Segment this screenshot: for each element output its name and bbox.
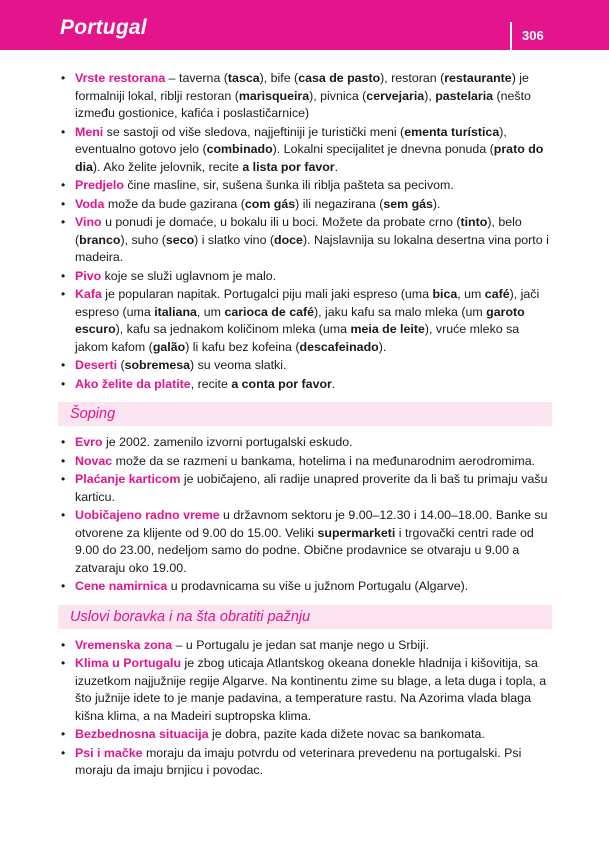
list-item: • Bezbednosna situacija je dobra, pazite kada dižete novac sa bankomata. [60,726,550,744]
list-item: • Novac može da se razmeni u bankama, hotelima i na međunarodnim aerodromima. [60,453,550,471]
section-heading-conditions: Uslovi boravka i na šta obratiti pažnju [58,605,552,629]
list-item: • Plaćanje karticom je uobičajeno, ali radije unapred proverite da li baš tu primaju vašu karticu. [61,472,548,504]
list-item: • Kafa je popularan napitak. Portugalci piju mali jaki espreso (uma bica, um café), jači espreso (uma italiana, um carioca de café), jaku kafu sa malo mleka (um garoto escuro), kafu sa jednakom količinom mleka (uma meia de leite), vruće mleko sa jakom kafom (galão) li kafu bez kofeina (descafeinado). [61,287,540,354]
bullet-icon: • [61,656,66,670]
list-item: • Voda može da bude gazirana (com gás) ili negazirana (sem gás). [60,196,550,214]
bullet-icon: • [61,508,66,522]
bullet-icon: • [61,376,66,391]
bullet-icon: • [61,268,66,283]
conditions-list [60,637,550,780]
list-item: • Uobičajeno radno vreme u državnom sektoru je 9.00–12.30 i 14.00–18.00. Banke su otvorene za klijente od 9.00 do 15.00. Veliki supermarketi i trgovački centri rade od 9.00 do 23.00, nedeljom samo do podne. Obične prodavnice se otvaraju u 9.00 a zatvaraju oko 19.00. [61,508,548,575]
list-item: • Evro je 2002. zamenilo izvorni portugalski eskudo. [60,434,550,452]
bullet-icon: • [61,727,66,741]
page-title: Portugal [60,16,147,39]
page-number: 306 [522,28,544,43]
list-item: • Predjelo čine masline, sir, sušena šunka ili riblja pašteta sa pecivom. [60,177,550,195]
bullet-icon: • [61,215,66,229]
bullet-icon: • [61,745,66,760]
bullet-icon: • [61,358,66,372]
list-item: • Pivo koje se služi uglavnom je malo. [60,268,550,286]
list-item: • Ako želite da platite, recite a conta por favor. [60,376,550,394]
bullet-icon: • [61,196,66,211]
bullet-icon: • [61,71,66,85]
bullet-icon: • [61,124,66,139]
bullet-icon: • [61,287,66,301]
list-item: • Klima u Portugalu je zbog uticaja Atlantskog okeana donekle hladnija i kišovitija, sa izuzetkom najjužnije regije Algarve. Na kontinentu zime su blage, a leta duga i topla, a što južnije idete to je manje padavina, a temperature rastu. Na Azorima vlada blaga kišna klima, a na Madeiri suptropska klima. [61,656,547,723]
list-item: • Meni se sastoji od više sledova, najjeftiniji je turistički meni (ementa turística), eventualno gotovo jelo (combinado). Lokalni specijalitet je dnevna ponuda (prato do dia). Ako želite jelovnik, recite a lista por favor. [61,124,544,174]
food-list [60,70,550,393]
bullet-icon: • [61,435,66,449]
header-divider [510,22,512,50]
page-header [0,0,609,50]
bullet-icon: • [61,453,66,468]
page-content [60,70,550,781]
list-item: • Vrste restorana – taverna (tasca), bife (casa de pasto), restoran (restaurante) je formalniji lokal, riblji restoran (marisqueira), pivnica (cervejaria), pastelaria (nešto između gostionice, kafića i poslastičarnice) [61,71,531,120]
list-item: • Psi i mačke moraju da imaju potvrdu od veterinara prevedenu na portugalski. Psi moraju da imaju brnjicu i povodac. [61,745,522,777]
list-item: • Vremenska zona – u Portugalu je jedan sat manje nego u Srbiji. [60,637,550,655]
list-item: • Deserti (sobremesa) su veoma slatki. [60,357,550,375]
bullet-icon: • [61,637,66,652]
list-item: • Vino u ponudi je domaće, u bokalu ili u boci. Možete da probate crno (tinto), belo (branco), suho (seco) i slatko vino (doce). Najslavnija su lokalna desertna vina porto i madeira. [61,215,549,264]
bullet-icon: • [61,579,66,593]
list-item: • Cene namirnica u prodavnicama su više u južnom Portugalu (Algarve). [60,578,550,596]
bullet-icon: • [61,178,66,192]
section-heading-shopping: Šoping [58,402,552,426]
shopping-list [60,434,550,596]
bullet-icon: • [61,472,66,486]
